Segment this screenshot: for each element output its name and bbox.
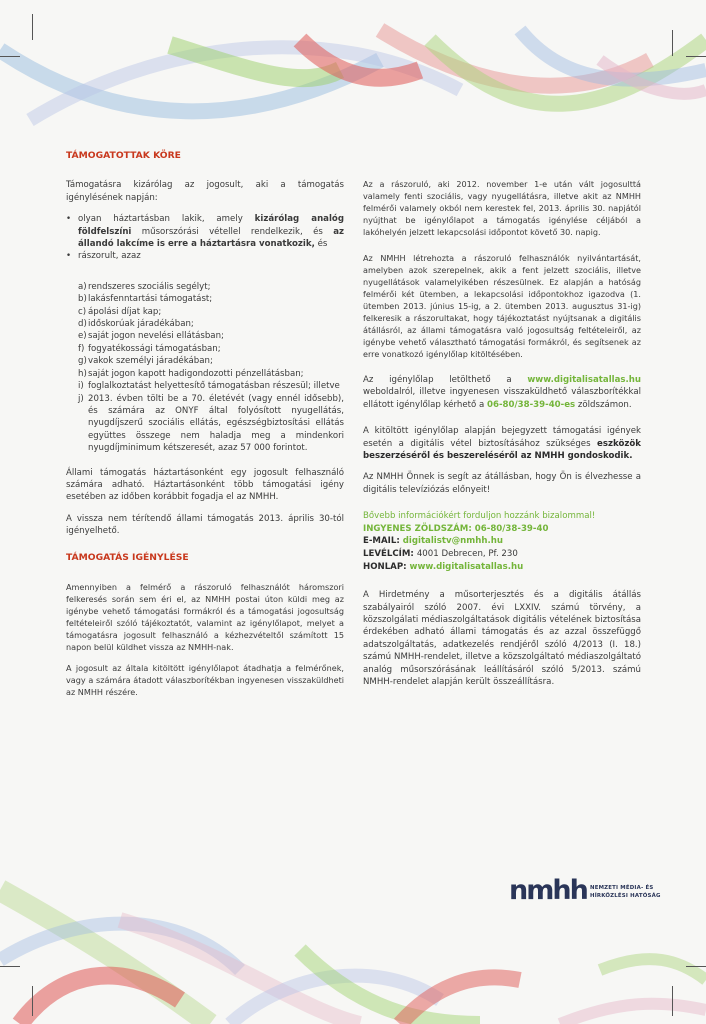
state-support-paragraph: Állami támogatás háztartásonként egy jogosult felhasználó számára adható. Háztartásonként több támogatási igény esetében az időben korábbit fogadja el az NMHH. — [66, 467, 344, 503]
website-link[interactable]: www.digitalisatallas.hu — [527, 375, 641, 385]
bullet-item: • rászorult, azaz — [66, 251, 141, 262]
crop-mark — [0, 966, 20, 967]
benefit-item: e) saját jogon nevelési ellátásban; — [78, 331, 224, 342]
logo-line-1: NEMZETI MÉDIA- ÉS — [590, 885, 654, 891]
deadline-paragraph: A vissza nem térítendő állami támogatás 2013. április 30-tól igényelhető. — [66, 513, 344, 537]
crop-mark — [672, 30, 673, 56]
eligibility-intro: Támogatásra kizárólag az jogosult, aki a támogatás igénylésének napján: — [66, 180, 344, 203]
equipment-paragraph: A kitöltött igénylőlap alapján bejegyzett támogatási igények esetén a digitális vétel biztosításához szükséges eszközök beszerzéséről és beszereléséről az NMHH gondoskodik. — [363, 426, 641, 462]
survey-paragraph: Amennyiben a felmérő a rászoruló felhasználót háromszori felkeresés során sem éri el, az NMHH postai úton küldi meg az igénybe vehető támogatási formákról és a támogatási jogosultság feltételeiről szóló tájékoztatót, valamint az igénylőlapot, melyet a támogatásra jogosult felhasználó a kézhezvételtől számított 15 napon belül küldhet vissza az NMHH-nak. — [66, 581, 344, 652]
benefit-item: d) időskorúak járadékában; — [78, 319, 194, 330]
benefit-item: h) saját jogon kapott hadigondozotti pénzellátásban; — [78, 368, 304, 379]
return-paragraph: A jogosult az általa kitöltött igénylőlapot átadhatja a felmérőnek, vagy a számára átadott válaszborítékban ingyenesen visszaküldheti az NMHH részére. — [66, 662, 344, 697]
crop-mark — [32, 14, 33, 40]
application-heading: TÁMOGATÁS IGÉNYLÉSE — [66, 551, 189, 563]
logo-line-2: HÍRKÖZLÉSI HATÓSÁG — [590, 893, 661, 899]
right-column — [363, 178, 641, 697]
mail-line: LEVÉLCÍM: 4001 Debrecen, Pf. 230 — [363, 549, 518, 560]
registry-paragraph: Az NMHH létrehozta a rászoruló felhasználók nyilvántartását, amelyben azok szerepelnek, akik a fent jelzett szociális, illetve nyugellátások valamelyikében részesülnek. Ez alapján a hatóság felmérői két ütemben, a lekapcsolási időpontokhoz igazodva (1. ütemben 2013. június 15-ig, a 2. ütemben 2013. augusztus 31-ig) felkeresik a rászorultakat, hogy tájékoztatást nyújtsanak a digitális átállásról, az állami támogatásra való jogosultság feltételeiről, az igénybe vehető választható támogatási formákról, és segítsenek az erre vonatkozó igénylőlap kitöltésében. — [363, 253, 641, 359]
hotline-line: INGYENES ZÖLDSZÁM: 06-80/38-39-40 — [363, 523, 549, 534]
benefit-list — [66, 281, 344, 455]
nmhh-logo-mark: nmhh — [509, 875, 587, 906]
benefit-item: j) 2013. évben tölti be a 70. életévét (vagy ennél idősebb), és számára az ONYF által folyósított nyugellátás, nyugdíjszerű szociális ellátás, egészségbiztosítási ellátás együttes összege nem haladja meg a mindenkori nyugdíjminimum kétszeresét, azaz 57 000 forintot. — [78, 393, 344, 454]
benefit-item: f) fogyatékossági támogatásban; — [78, 343, 221, 354]
form-download-paragraph: Az igénylőlap letölthető a www.digitalisatallas.hu weboldalról, illetve ingyenesen visszaküldhető válaszborítékkal ellátott igénylőlap kérhető a 06-80/38-39-40-es zöldszámon. — [363, 375, 641, 410]
email-line: E-MAIL: digitalistv@nmhh.hu — [363, 536, 503, 547]
contact-intro: Bővebb információkért forduljon hozzánk bizalommal! — [363, 511, 596, 522]
left-column — [66, 150, 344, 707]
benefit-item: c) ápolási díjat kap; — [78, 306, 162, 317]
email-link[interactable]: digitalistv@nmhh.hu — [402, 536, 503, 547]
nmhh-logo — [509, 875, 661, 906]
crop-mark — [686, 966, 706, 967]
homepage-link[interactable]: www.digitalisatallas.hu — [409, 561, 524, 572]
crop-mark — [0, 56, 20, 57]
new-eligible-paragraph: Az a rászoruló, aki 2012. november 1-e után vált jogosulttá valamely fenti szociális, vagy nyugellátásra, illetve akit az NMHH felmérői valamely okból nem kerestek fel, 2013. április 30. napjától nyújthat be igénylőlapot a támogatás igénylése céljából a lakóhelyén jelzett lekapcsolási időpontot követő 30. napig. — [363, 179, 641, 237]
hotline-value: 06-80/38-39-40 — [474, 523, 549, 534]
benefit-item: a) rendszeres szociális segélyt; — [78, 281, 211, 292]
contact-block — [363, 510, 641, 573]
benefit-item: i) foglalkoztatást helyettesítő támogatásban részesül; illetve — [78, 381, 340, 392]
hotline-number: 06-80/38-39-40-es — [487, 399, 576, 410]
eligibility-heading: TÁMOGATOTTAK KÖRE — [66, 150, 181, 161]
web-line: HONLAP: www.digitalisatallas.hu — [363, 561, 524, 572]
legal-paragraph: A Hirdetmény a műsorterjesztés és a digitális átállás szabályairól szóló 2007. évi LXXIV. számú törvény, a közszolgálati médiaszolgáltatások digitális vételének biztosítása érdekében adható állami támogatás és az azzal összefüggő adatszolgáltatás, adatkezelés rendjéről szóló 4/2013 (I. 18.) számú NMHH-rendelet, illetve a közszolgáltató médiaszolgáltató analóg műsorszórásának leállításáról szóló 5/2013. számú NMHH-rendelet alapján került összeállításra. — [363, 590, 641, 688]
top-decorative-ribbons — [0, 0, 706, 150]
crop-mark — [672, 986, 673, 1016]
bottom-decorative-ribbons — [0, 850, 706, 1024]
crop-mark — [32, 986, 33, 1016]
benefit-item: g) vakok személyi járadékában; — [78, 356, 213, 367]
bullet-item: • olyan háztartásban lakik, amely kizárólag analóg földfelszíni műsorszórási vétellel rendelkezik, és az állandó lakcíme is erre a háztartásra vonatkozik, és — [66, 214, 344, 250]
crop-mark — [686, 56, 706, 57]
eligibility-bullets — [66, 213, 344, 263]
benefit-item: b) lakásfenntartási támogatást; — [78, 294, 213, 305]
help-paragraph: Az NMHH Önnek is segít az átállásban, hogy Ön is élvezhesse a digitális televíziózás előnyeit! — [363, 472, 641, 495]
